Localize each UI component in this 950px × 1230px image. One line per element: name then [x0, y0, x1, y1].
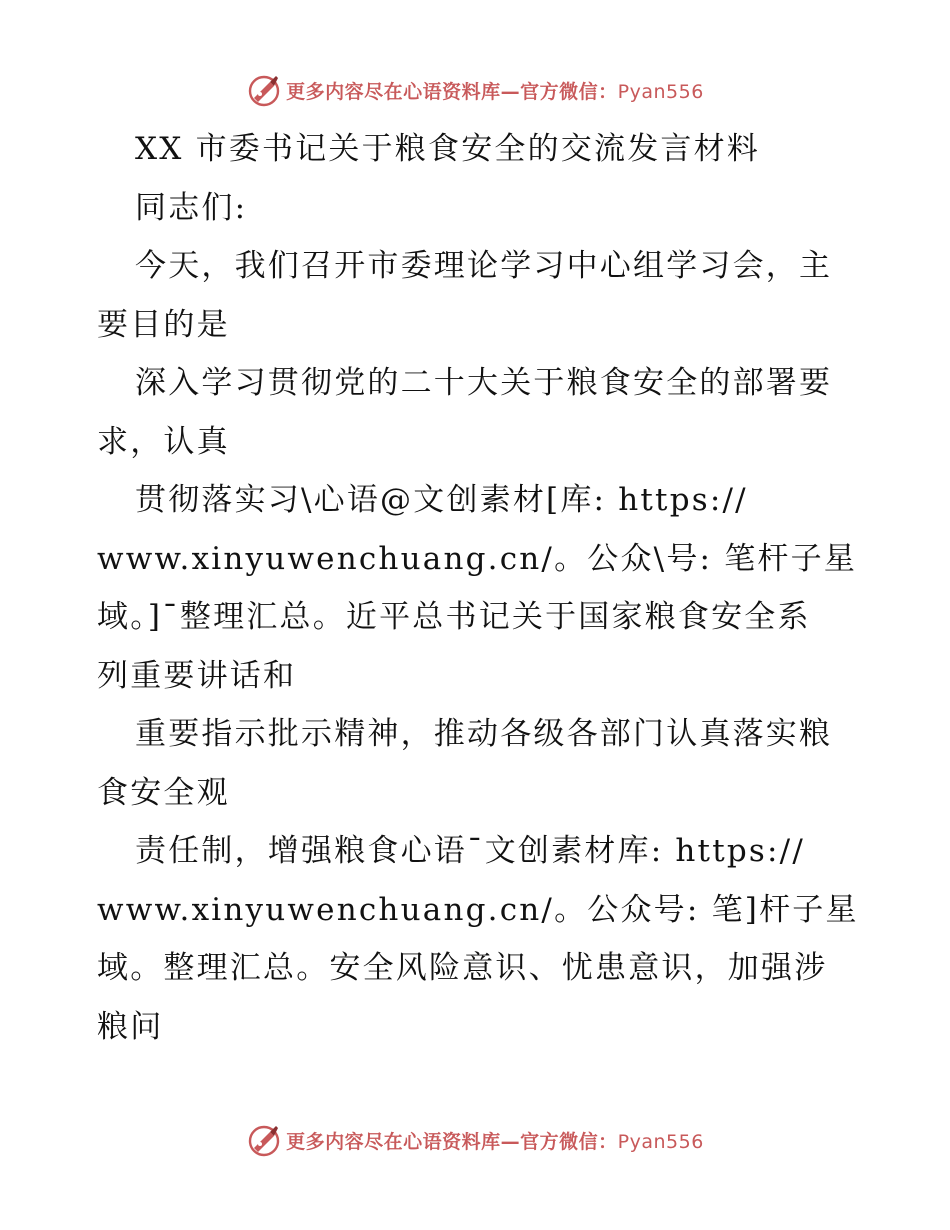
body-line: 列重要讲话和: [97, 657, 297, 694]
pen-logo-icon: [246, 1122, 282, 1158]
body-line: 食安全观: [97, 774, 230, 811]
body-line: www.xinyuwenchuang.cn/。公众号: 笔]杆子星: [97, 891, 859, 928]
body-line: 同志们:: [135, 189, 248, 226]
watermark-wechat: Pyan556: [617, 80, 704, 103]
watermark-wechat: Pyan556: [617, 1130, 704, 1153]
body-line: 粮问: [97, 1008, 164, 1045]
header-watermark: [0, 70, 950, 110]
body-line: 深入学习贯彻党的二十大关于粮食安全的部署要: [135, 365, 833, 401]
body-line: 域。]¯整理汇总。近平总书记关于国家粮食安全系: [97, 599, 811, 635]
document-body: [97, 120, 857, 1056]
footer-watermark: [0, 1120, 950, 1160]
body-line: 域。整理汇总。安全风险意识、忧患意识，加强涉: [97, 950, 828, 986]
body-line: 重要指示批示精神，推动各级各部门认真落实粮: [135, 716, 833, 752]
pen-logo-icon: [246, 72, 282, 108]
body-line: www.xinyuwenchuang.cn/。公众\号: 笔杆子星: [97, 540, 858, 577]
body-line: 要目的是: [97, 306, 230, 343]
watermark-text: 更多内容尽在心语资料库—官方微信：: [286, 80, 618, 103]
watermark-text: 更多内容尽在心语资料库—官方微信：: [286, 1130, 618, 1153]
body-line: 贯彻落实习\心语@文创素材[库: https://: [135, 482, 748, 518]
body-line: 责任制，增强粮食心语¯文创素材库: https://: [135, 833, 805, 869]
document-title: XX 市委书记关于粮食安全的交流发言材料: [135, 131, 760, 167]
body-line: 今天，我们召开市委理论学习中心组学习会，主: [135, 248, 833, 284]
body-line: 求，认真: [97, 423, 230, 460]
